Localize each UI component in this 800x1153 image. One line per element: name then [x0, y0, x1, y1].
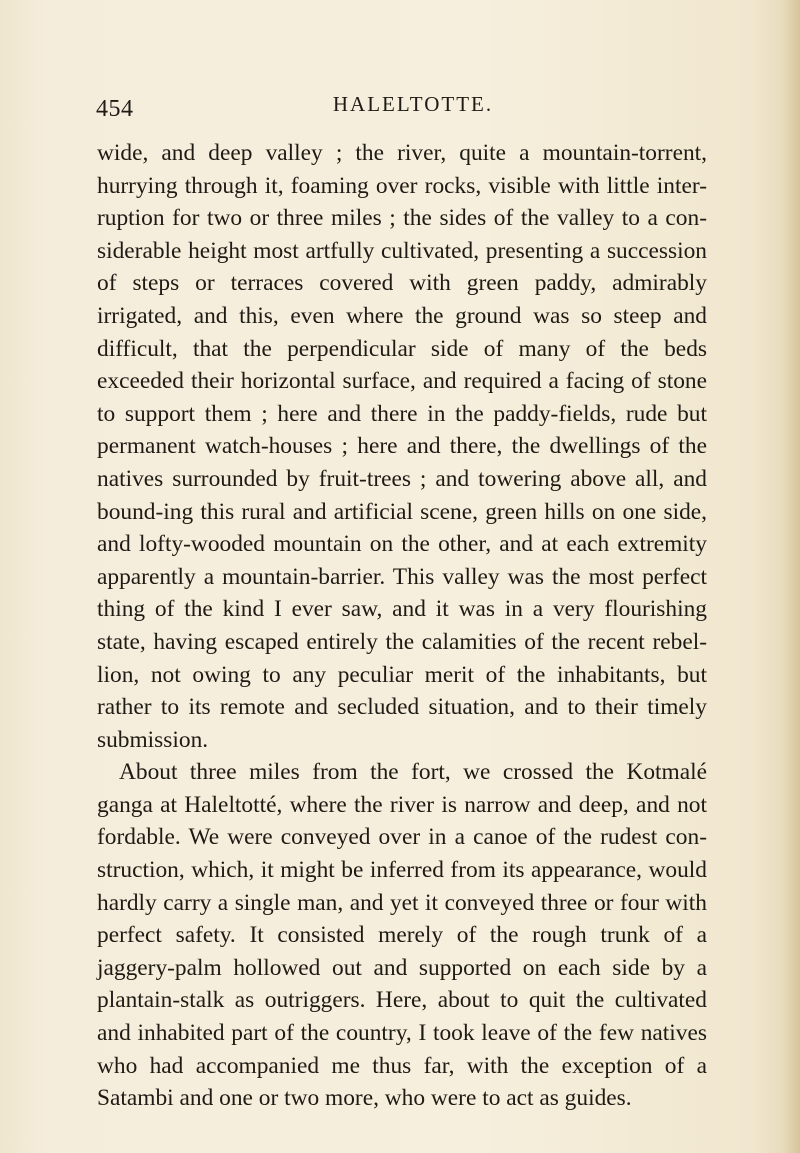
page-number: 454 [96, 96, 134, 122]
paragraph-1: wide, and deep valley ; the river, quite a mountain-torrent, hurrying through it, foaming over rocks, visible with little inter-ruption for two or three miles ; the sides of the valley to a con-siderable height most artfully cultivated, presenting a succession of steps or terraces covered with green paddy, admirably irrigated, and this, even where the ground was so steep and difficult, that the perpendicular side of many of the beds exceeded their horizontal surface, and required a facing of stone to support them ; here and there in the paddy-fields, rude but permanent watch-houses ; here and there, the dwellings of the natives surrounded by fruit-trees ; and towering above all, and bound-ing this rural and artificial scene, green hills on one side, and lofty-wooded mountain on the other, and at each extremity apparently a mountain-barrier. This valley was the most perfect thing of the kind I ever saw, and it was in a very flourishing state, having escaped entirely the calamities of the recent rebel-lion, not owing to any peculiar merit of the inhabitants, but rather to its remote and secluded situation, and to their timely submission. [97, 140, 707, 753]
body-text [97, 137, 707, 1115]
page-edge-shadow [782, 0, 800, 1153]
paragraph-2: About three miles from the fort, we crossed the Kotmalé ganga at Haleltotté, where the river is narrow and deep, and not fordable. We were conveyed over in a canoe of the rudest con-struction, which, it might be inferred from its appearance, would hardly carry a single man, and yet it conveyed three or four with perfect safety. It consisted merely of the rough trunk of a jaggery-palm hollowed out and supported on each side by a plantain-stalk as outriggers. Here, about to quit the cultivated and inhabited part of the country, I took leave of the few natives who had accompanied me thus far, with the exception of a Satambi and one or two more, who were to act as guides. [97, 759, 707, 1112]
running-head: HALELTOTTE. [332, 92, 494, 116]
